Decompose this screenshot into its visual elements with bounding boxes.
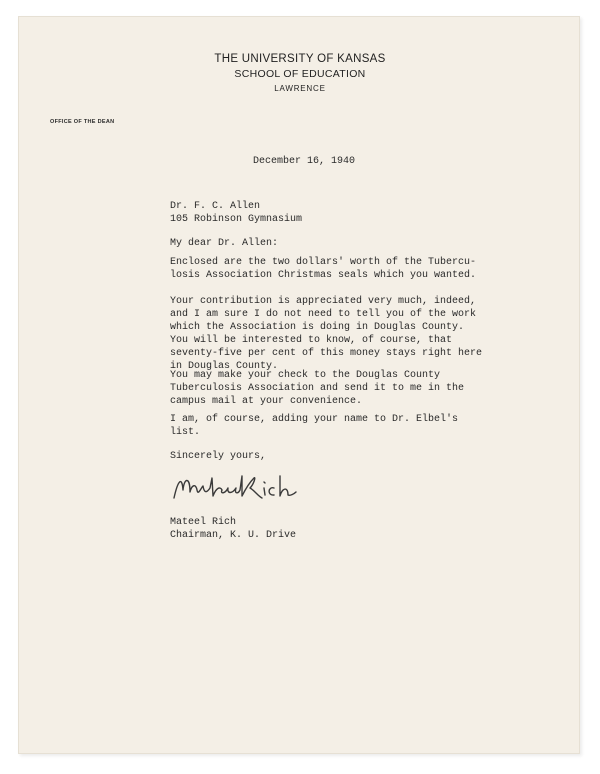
signer-title: Chairman, K. U. Drive [170, 530, 297, 541]
letter-date: December 16, 1940 [253, 156, 356, 167]
letterhead-city: LAWRENCE [274, 84, 326, 93]
text-line: Tuberculosis Association and send it to me in the [170, 383, 465, 394]
signature-block [170, 516, 296, 542]
handwritten-signature [170, 468, 310, 508]
text-line: in Douglas County. [170, 361, 279, 372]
text-line: losis Association Christmas seals which you wanted. [170, 270, 477, 281]
text-line: seventy-five per cent of this money stays right here [170, 348, 483, 359]
text-line: You will be interested to know, of course, that [170, 335, 453, 346]
recipient-line: 105 Robinson Gymnasium [170, 214, 303, 225]
salutation: My dear Dr. Allen: [170, 238, 279, 249]
letterhead-university: THE UNIVERSITY OF KANSAS [214, 53, 386, 65]
text-line: I am, of course, adding your name to Dr. Elbel's [170, 414, 459, 425]
text-line: and I am sure I do not need to tell you of the work [170, 309, 477, 320]
recipient-line: Dr. F. C. Allen [170, 201, 261, 212]
text-line: campus mail at your convenience. [170, 396, 363, 407]
text-line: which the Association is doing in Douglas County. [170, 322, 465, 333]
closing: Sincerely yours, [170, 451, 267, 462]
text-line: Your contribution is appreciated very much, indeed, [170, 296, 477, 307]
recipient-address [170, 200, 302, 226]
text-line: list. [170, 427, 201, 438]
text-line: You may make your check to the Douglas County [170, 370, 441, 381]
text-line: Enclosed are the two dollars' worth of the Tubercu- [170, 257, 477, 268]
paragraph-4 [170, 413, 458, 439]
signer-name: Mateel Rich [170, 517, 237, 528]
paragraph-3 [170, 369, 464, 408]
paragraph-2 [170, 295, 482, 373]
office-of-dean-label: OFFICE OF THE DEAN [50, 119, 115, 125]
letterhead-school: SCHOOL OF EDUCATION [234, 68, 366, 80]
paragraph-1 [170, 256, 476, 282]
